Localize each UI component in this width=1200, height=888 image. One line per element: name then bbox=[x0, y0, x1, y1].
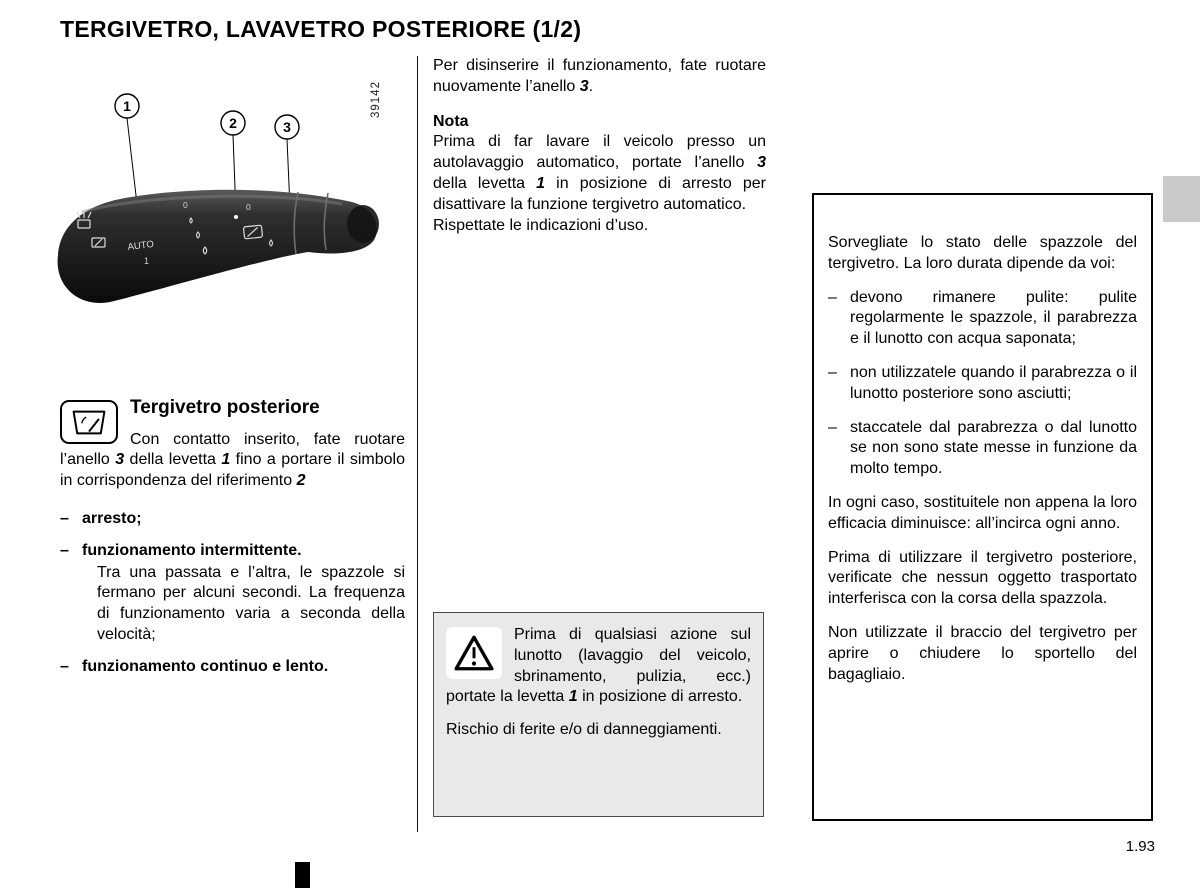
middle-column bbox=[433, 56, 766, 236]
stalk-end-cap bbox=[347, 205, 379, 243]
page-number: 1.93 bbox=[1125, 838, 1155, 855]
advice-item: – non utilizzatele quando il parabrezza o il lunotto posteriore sono asciutti; bbox=[828, 363, 1137, 402]
callout-1 bbox=[115, 94, 139, 118]
wiper-stalk-figure bbox=[40, 80, 420, 350]
advice-paragraph: Non utilizzate il braccio del tergivetro per aprire o chiudere lo sportello del bagagliaio. bbox=[828, 623, 1137, 683]
deactivate-paragraph: Per disinserire il funzionamento, fate ruotare nuovamente l’anello 3. bbox=[433, 57, 766, 95]
callout-line-1 bbox=[127, 118, 137, 204]
warning-triangle-icon bbox=[446, 627, 502, 679]
svg-text:1: 1 bbox=[123, 98, 131, 114]
advice-item: – devono rimanere pulite: pulite regolarmente le spazzole, il parabrezza e il lunotto con acqua saponata; bbox=[828, 288, 1137, 348]
intro-paragraph: Con contatto inserito, fate ruotare l’anello 3 della levetta 1 fino a portare il simbolo in corrispondenza del riferimento 2 bbox=[60, 430, 406, 490]
stalk-label-zero-2: 0 bbox=[246, 202, 251, 212]
figure-id: 39142 bbox=[370, 81, 382, 118]
stalk-label-auto: AUTO bbox=[127, 238, 155, 253]
list-item: – arresto; bbox=[60, 510, 142, 528]
list-item: – funzionamento intermittente. Tra una passata e l’altra, le spazzole si fermano per alcuni secondi. La frequenza di funzionamento varia a seconda della velocità; bbox=[60, 541, 405, 644]
usage-paragraph: Rispettate le indicazioni d’uso. bbox=[433, 216, 649, 234]
page-title: TERGIVETRO, LAVAVETRO POSTERIORE (1/2) bbox=[60, 16, 582, 42]
note-heading: Nota bbox=[433, 112, 469, 130]
section-heading: Tergivetro posteriore bbox=[130, 397, 320, 418]
section-edge-tab bbox=[1163, 176, 1200, 222]
rear-wiper-section bbox=[60, 396, 405, 689]
advice-intro: Sorvegliate lo stato delle spazzole del tergivetro. La loro durata dipende da voi: bbox=[828, 234, 1137, 272]
risk-paragraph: Rischio di ferite e/o di danneggiamenti. bbox=[446, 721, 722, 739]
callout-2 bbox=[221, 111, 245, 135]
callout-3 bbox=[275, 115, 299, 139]
advice-paragraph: Prima di utilizzare il tergivetro posteriore, verificate che nessun oggetto trasportato interferisca con la corsa della spazzola. bbox=[828, 548, 1137, 608]
print-registration-marker bbox=[295, 862, 310, 888]
advice-paragraph: In ogni caso, sostituitele non appena la loro efficacia diminuisce: all’incirca ogni anno. bbox=[828, 493, 1137, 532]
svg-text:3: 3 bbox=[283, 119, 291, 135]
stalk-label-zero-1: 0 bbox=[183, 200, 188, 210]
advice-item: – staccatele dal parabrezza o dal lunotto se non sono state messe in funzione da molto tempo. bbox=[828, 418, 1137, 478]
svg-text:2: 2 bbox=[229, 115, 237, 131]
warning-paragraph: Prima di qualsiasi azione sul lunotto (lavaggio del veicolo, sbrinamento, pulizia, ecc.) portate la levetta 1 in posizione di arresto. bbox=[446, 626, 751, 706]
column-divider bbox=[417, 56, 418, 832]
mode-list bbox=[60, 509, 405, 678]
stalk-label-one: 1 bbox=[144, 256, 150, 266]
rear-wiper-icon bbox=[60, 400, 118, 444]
advice-box bbox=[812, 193, 1153, 821]
reference-dot bbox=[234, 215, 238, 219]
list-item: – funzionamento continuo e lento. bbox=[60, 657, 329, 675]
wiper-stalk-illustration bbox=[40, 80, 420, 350]
note-paragraph: Prima di far lavare il veicolo presso un autolavaggio automatico, portate l’anello 3 della levetta 1 in posizione di arresto per disattivare la funzione tergivetro automatico. bbox=[433, 133, 766, 213]
warning-box bbox=[433, 612, 764, 817]
